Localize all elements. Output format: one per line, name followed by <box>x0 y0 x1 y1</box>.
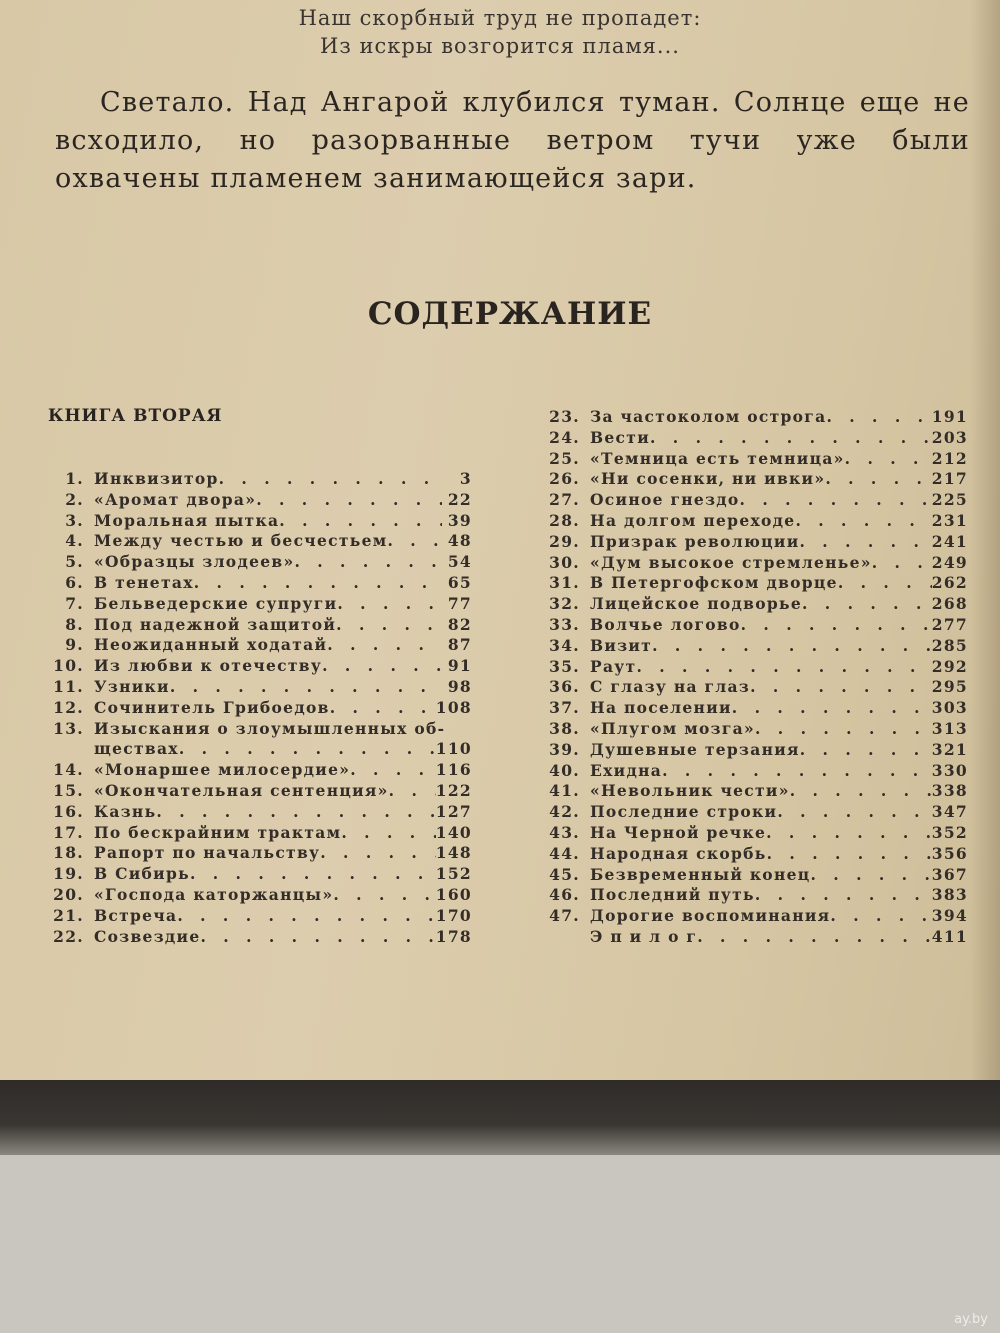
entry-number: 40. <box>549 760 580 780</box>
dot-leader <box>179 739 436 760</box>
toc-entry <box>536 677 968 698</box>
entry-number: 2. <box>65 489 84 509</box>
entry-page: 313 <box>931 718 968 738</box>
toc-entry <box>40 906 472 927</box>
dot-leader <box>177 906 435 927</box>
dot-leader <box>826 407 931 428</box>
entry-title: Рапорт по начальству <box>94 843 321 863</box>
entry-number: 22. <box>53 926 84 946</box>
entry-page: 22 <box>447 489 472 509</box>
entry-number: 16. <box>53 801 84 821</box>
toc-entry <box>536 657 968 678</box>
entry-title: Народная скорбь <box>590 843 767 863</box>
entry-number-spacer <box>40 739 94 760</box>
entry-number: 12. <box>53 697 84 717</box>
entry-title: «Невольник чести» <box>590 781 790 801</box>
entry-number: 37. <box>549 698 580 718</box>
toc-entry <box>40 552 472 573</box>
entry-page: 411 <box>931 926 968 946</box>
entry-page: 98 <box>447 676 472 696</box>
entry-number: 44. <box>549 843 580 863</box>
toc-entry <box>40 531 472 552</box>
dot-leader <box>767 844 932 865</box>
entry-title: Э п и л о г <box>590 926 698 946</box>
toc-entry <box>40 781 472 802</box>
page-edge-shading <box>970 0 1000 1085</box>
entry-number: 45. <box>549 864 580 884</box>
entry-number: 34. <box>549 635 580 655</box>
toc-title: СОДЕРЖАНИЕ <box>367 296 653 332</box>
dot-leader <box>256 490 442 511</box>
entry-title: С глазу на глаз <box>590 677 751 697</box>
entry-title: Безвременный конец <box>590 864 811 884</box>
entry-page: 268 <box>931 594 968 614</box>
entry-page: 225 <box>931 490 968 510</box>
toc-entry <box>536 927 968 948</box>
watermark: ay.by <box>954 1312 988 1327</box>
toc-entry <box>536 490 968 511</box>
entry-number: 15. <box>53 780 84 800</box>
toc-entry <box>536 511 968 532</box>
dot-leader <box>170 677 442 698</box>
entry-title: «Монаршее милосердие» <box>94 760 351 780</box>
entry-page: 160 <box>435 884 472 904</box>
entry-number: 1. <box>65 469 84 488</box>
toc-entry <box>40 635 472 656</box>
toc-entry <box>40 760 472 781</box>
entry-page: 338 <box>931 781 968 801</box>
toc-entry <box>536 594 968 615</box>
dot-leader <box>650 428 932 449</box>
toc-entry <box>536 844 968 865</box>
entry-page: 122 <box>435 780 472 800</box>
dot-leader <box>766 823 932 844</box>
entry-page: 203 <box>931 427 968 447</box>
entry-page: 383 <box>931 885 968 905</box>
entry-title: «Ни сосенки, ни ивки» <box>590 469 826 489</box>
toc-entry <box>40 469 472 490</box>
entry-title: Инквизитор <box>94 469 219 488</box>
toc-entry <box>40 490 472 511</box>
dot-leader <box>795 511 931 532</box>
toc-entry <box>536 781 968 802</box>
page-bottom-shadow <box>0 1080 1000 1155</box>
entry-title: Между честью и бесчестьем <box>94 531 388 551</box>
epigraph-line-1: Наш скорбный труд не пропадет: <box>298 6 702 30</box>
entry-number: 20. <box>53 884 84 904</box>
entry-title: В тенетах <box>94 572 194 592</box>
entry-page: 170 <box>435 905 472 925</box>
entry-number: 14. <box>53 760 84 780</box>
entry-title: Осиное гнездо <box>590 490 740 510</box>
toc-entry <box>536 823 968 844</box>
toc-entry <box>40 843 472 864</box>
entry-number: 39. <box>549 739 580 759</box>
entry-title: Созвездие <box>94 926 201 946</box>
entry-title: На долгом переходе <box>590 510 796 530</box>
dot-leader <box>830 906 931 927</box>
dot-leader <box>732 698 932 719</box>
dot-leader <box>825 469 931 490</box>
toc-entry <box>536 761 968 782</box>
entry-page: 394 <box>931 906 968 926</box>
toc-entry <box>40 802 472 823</box>
toc-entry <box>40 656 472 677</box>
entry-title: Изыскания о злоумышленных об- <box>94 718 446 738</box>
dot-leader <box>790 781 932 802</box>
entry-number: 41. <box>549 781 580 801</box>
entry-number <box>536 927 590 948</box>
dot-leader <box>755 885 932 906</box>
toc-entry-continuation <box>40 739 472 760</box>
entry-number: 46. <box>549 885 580 905</box>
entry-number: 5. <box>65 552 84 572</box>
entry-number: 26. <box>549 469 580 489</box>
entry-page: 352 <box>931 822 968 842</box>
dot-leader <box>322 656 442 677</box>
entry-page: 303 <box>931 698 968 718</box>
toc-entry <box>536 469 968 490</box>
entry-title: «Аромат двора» <box>94 489 257 509</box>
entry-number: 43. <box>549 822 580 842</box>
entry-number: 24. <box>549 427 580 447</box>
entry-page: 277 <box>931 614 968 634</box>
toc-entry <box>536 740 968 761</box>
entry-number: 8. <box>65 614 84 634</box>
toc-entry <box>536 532 968 553</box>
toc-entry <box>536 428 968 449</box>
entry-number: 36. <box>549 677 580 697</box>
entry-page: 367 <box>931 864 968 884</box>
dot-leader <box>755 719 932 740</box>
entry-page: 330 <box>931 760 968 780</box>
entry-title: «Плугом мозга» <box>590 718 755 738</box>
entry-number: 23. <box>549 407 580 426</box>
dot-leader <box>802 594 932 615</box>
entry-page: 82 <box>447 614 472 634</box>
toc-entry <box>536 906 968 927</box>
dot-leader <box>652 636 932 657</box>
entry-title: Последние строки <box>590 802 778 822</box>
entry-title: Волчье логово <box>590 614 741 634</box>
entry-title: Неожиданный ходатай <box>94 635 328 655</box>
entry-page: 249 <box>931 552 968 572</box>
entry-number: 6. <box>65 572 84 592</box>
entry-page: 285 <box>931 635 968 655</box>
dot-leader <box>697 927 932 948</box>
entry-number: 25. <box>549 448 580 468</box>
entry-number: 38. <box>549 718 580 738</box>
dot-leader <box>872 553 932 574</box>
dot-leader <box>337 594 442 615</box>
entry-page: 48 <box>447 531 472 551</box>
entry-page: 39 <box>447 510 472 530</box>
entry-title-continuation: ществах <box>94 739 179 759</box>
toc-entry <box>536 885 968 906</box>
dot-leader <box>341 823 435 844</box>
entry-title: Последний путь <box>590 885 755 905</box>
epigraph-line-2: Из искры возгорится пламя... <box>320 34 680 58</box>
toc-entry <box>536 407 968 428</box>
dot-leader <box>219 469 442 490</box>
dot-leader <box>811 865 932 886</box>
entry-number: 42. <box>549 802 580 822</box>
entry-page: 3 <box>459 469 472 488</box>
entry-title: «Господа каторжанцы» <box>94 884 334 904</box>
toc-entry <box>40 573 472 594</box>
toc-entry <box>536 865 968 886</box>
toc-entry <box>40 927 472 948</box>
closing-paragraph: Светало. Над Ангарой клубился туман. Солнце еще не всходило, но разорванные ветром тучи уже были охвачены пламенем занимающейся зари. <box>55 87 970 194</box>
entry-title: Вести <box>590 427 651 447</box>
entry-number: 19. <box>53 864 84 884</box>
entry-title: Ехидна <box>590 760 663 780</box>
entry-number: 35. <box>549 656 580 676</box>
entry-page: 231 <box>931 510 968 530</box>
toc-entry <box>40 698 472 719</box>
entry-number: 18. <box>53 843 84 863</box>
dot-leader <box>845 449 932 470</box>
dot-leader <box>662 761 932 782</box>
entry-title: Визит <box>590 635 653 655</box>
dot-leader <box>336 615 442 636</box>
entry-title: В Петергофском дворце <box>590 573 838 593</box>
entry-number: 27. <box>549 490 580 510</box>
dot-leader <box>388 531 442 552</box>
dot-leader <box>350 760 436 781</box>
dot-leader <box>777 802 931 823</box>
entry-title: Узники <box>94 676 170 696</box>
dot-leader <box>200 927 435 948</box>
entry-page: 65 <box>447 572 472 592</box>
dot-leader <box>389 781 436 802</box>
entry-page: 347 <box>931 802 968 822</box>
entry-title: На поселении <box>590 698 732 718</box>
entry-page: 152 <box>435 864 472 884</box>
dot-leader <box>320 843 435 864</box>
entry-page: 178 <box>435 926 472 946</box>
entry-title: Душевные терзания <box>590 739 800 759</box>
entry-number: 3. <box>65 510 84 530</box>
entry-title: По бескрайним трактам <box>94 822 342 842</box>
entry-page: 292 <box>931 656 968 676</box>
entry-page: 108 <box>435 697 472 717</box>
entry-page: 262 <box>931 573 968 593</box>
toc-entry <box>40 885 472 906</box>
toc-entry <box>536 615 968 636</box>
toc-entry <box>536 719 968 740</box>
entry-number: 29. <box>549 531 580 551</box>
dot-leader <box>750 677 932 698</box>
entry-title: «Образцы злодеев» <box>94 552 295 572</box>
entry-page: 91 <box>447 656 472 676</box>
entry-title: Раут <box>590 656 637 676</box>
entry-page: 54 <box>447 552 472 572</box>
entry-title: Из любви к отечеству <box>94 656 323 676</box>
entry-number: 31. <box>549 573 580 593</box>
entry-title: Бельведерские супруги <box>94 593 338 613</box>
dot-leader <box>740 490 932 511</box>
dot-leader <box>800 532 932 553</box>
toc-entry <box>40 719 472 740</box>
dot-leader <box>190 864 436 885</box>
toc-entry <box>536 802 968 823</box>
entry-page: 217 <box>931 469 968 489</box>
entry-number: 33. <box>549 614 580 634</box>
entry-page: 110 <box>435 739 472 759</box>
entry-page: 241 <box>931 531 968 551</box>
toc-entry <box>536 698 968 719</box>
entry-page: 127 <box>435 801 472 821</box>
entry-title: Дорогие воспоминания <box>590 906 831 926</box>
entry-title: Встреча <box>94 905 178 925</box>
entry-number: 10. <box>53 656 84 676</box>
book-heading: КНИГА ВТОРАЯ <box>48 406 223 426</box>
entry-page: 321 <box>931 739 968 759</box>
dot-leader <box>636 657 931 678</box>
entry-title: Сочинитель Грибоедов <box>94 697 330 717</box>
entry-page: 87 <box>447 635 472 655</box>
dot-leader <box>330 698 436 719</box>
entry-page: 212 <box>931 448 968 468</box>
entry-title: За частоколом острога <box>590 407 827 426</box>
dot-leader <box>838 573 932 594</box>
toc-left-column <box>40 469 472 947</box>
toc-entry <box>536 449 968 470</box>
toc-entry <box>536 636 968 657</box>
toc-entry <box>40 677 472 698</box>
entry-page: 356 <box>931 843 968 863</box>
entry-title: Казнь <box>94 801 157 821</box>
dot-leader <box>194 573 442 594</box>
entry-title: Лицейское подворье <box>590 594 802 614</box>
entry-page: 148 <box>435 843 472 863</box>
toc-entry <box>40 823 472 844</box>
dot-leader <box>156 802 435 823</box>
entry-title: Призрак революции <box>590 531 800 551</box>
entry-page: 116 <box>435 760 472 780</box>
entry-page: 191 <box>931 407 968 426</box>
entry-number: 4. <box>65 531 84 551</box>
entry-number: 17. <box>53 822 84 842</box>
dot-leader <box>294 552 442 573</box>
entry-number: 28. <box>549 510 580 530</box>
entry-number: 9. <box>65 635 84 655</box>
entry-number: 13. <box>53 718 84 738</box>
entry-title: Моральная пытка <box>94 510 280 530</box>
toc-entry <box>40 594 472 615</box>
entry-title: «Темница есть темница» <box>590 448 845 468</box>
entry-page: 295 <box>931 677 968 697</box>
entry-number: 7. <box>65 593 84 613</box>
dot-leader <box>800 740 932 761</box>
toc-entry <box>40 511 472 532</box>
dot-leader <box>279 511 442 532</box>
entry-title: В Сибирь <box>94 864 190 884</box>
dot-leader <box>327 635 442 656</box>
entry-title: На Черной речке <box>590 822 767 842</box>
entry-title: Под надежной защитой <box>94 614 337 634</box>
entry-number: 47. <box>549 906 580 926</box>
entry-number: 21. <box>53 905 84 925</box>
toc-entry <box>536 573 968 594</box>
entry-number: 11. <box>53 676 84 696</box>
entry-title: «Дум высокое стремленье» <box>590 552 872 572</box>
toc-entry <box>40 615 472 636</box>
toc-right-column <box>536 407 968 948</box>
dot-leader <box>741 615 932 636</box>
entry-page: 77 <box>447 593 472 613</box>
toc-entry <box>40 864 472 885</box>
toc-entry <box>536 553 968 574</box>
entry-title: «Окончательная сентенция» <box>94 780 389 800</box>
dot-leader <box>333 885 435 906</box>
entry-page: 140 <box>435 822 472 842</box>
entry-number: 32. <box>549 594 580 614</box>
entry-number: 30. <box>549 552 580 572</box>
